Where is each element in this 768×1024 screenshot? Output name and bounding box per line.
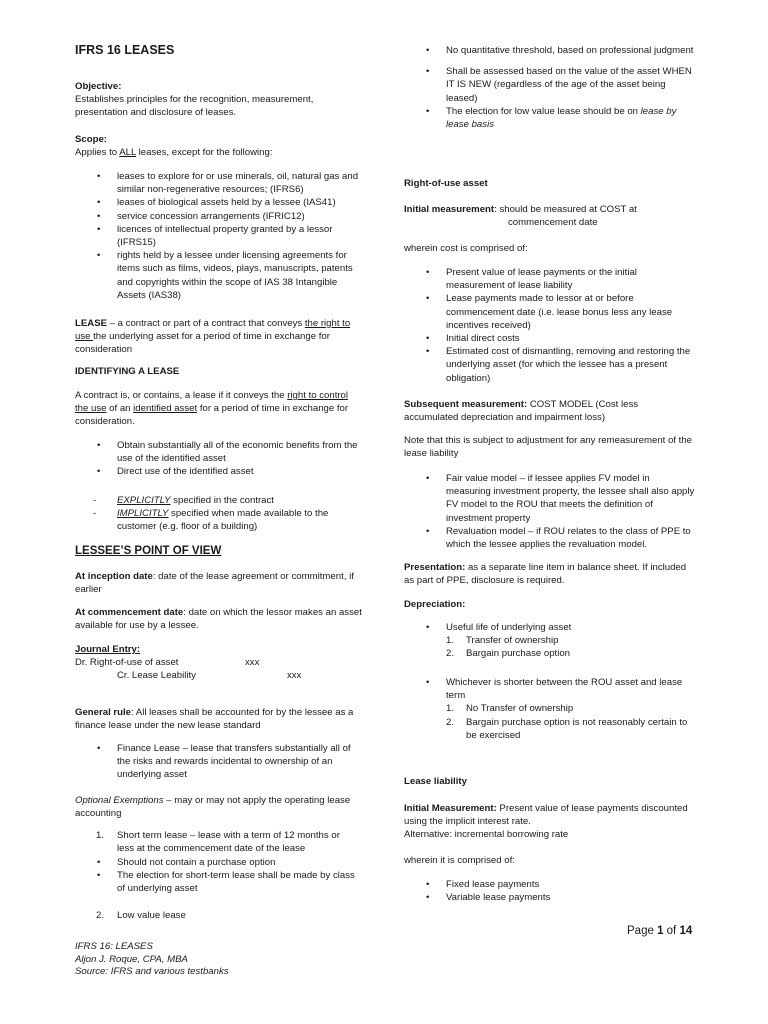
scope-intro-all: ALL bbox=[119, 147, 136, 159]
list-item: • Should not contain a purchase option bbox=[75, 856, 359, 869]
rou-initial-label: Initial measurement bbox=[404, 204, 495, 215]
footer-line: Source: IFRS and various testbanks bbox=[75, 966, 229, 978]
lease-term: LEASE bbox=[75, 318, 107, 329]
shorter-of-text: Whichever is shorter between the ROU asset and lease term bbox=[446, 677, 683, 702]
useful-life-text: Useful life of underlying asset bbox=[446, 622, 572, 633]
journal-debit: Dr. Right-of-use of asset bbox=[75, 657, 179, 669]
lease-def-pre: – a contract or part of a contract that conveys bbox=[107, 318, 305, 329]
liability-initial-text: Present value of lease payments discounted using the implicit interest rate. bbox=[404, 803, 688, 828]
model-list bbox=[404, 472, 696, 551]
page-number-mid: of bbox=[663, 925, 680, 937]
list-item: • licences of intellectual property granted by a lessor (IFRS15) bbox=[75, 223, 363, 249]
identifying-list bbox=[75, 439, 359, 479]
list-item: • Finance Lease – lease that transfers substantially all of the risks and rewards incidental to ownership of an underlying asset bbox=[75, 742, 359, 782]
low-value-criteria-list bbox=[404, 44, 694, 131]
short-term-list bbox=[75, 829, 359, 855]
list-item: • leases of biological assets held by a lessee (IAS41) bbox=[75, 196, 363, 209]
list-item: • Fixed lease payments bbox=[404, 878, 694, 891]
identifying-p2: of an bbox=[106, 403, 134, 415]
list-item: • Variable lease payments bbox=[404, 891, 694, 904]
list-item: • rights held by a lessee under licensing agreements for items such as films, videos, plays, manuscripts, patents and copyrights within the scope of IAS 38 Intangible Assets (IAS38) bbox=[75, 249, 363, 302]
presentation bbox=[404, 561, 694, 587]
rou-initial-text: : should be measured at COST at bbox=[494, 204, 637, 215]
footer bbox=[75, 941, 229, 979]
identifying-text bbox=[75, 389, 359, 429]
identifying-p3: for a period of time in exchange for consideration. bbox=[75, 403, 349, 428]
list-item: • service concession arrangements (IFRIC12) bbox=[75, 210, 363, 223]
general-rule bbox=[75, 706, 359, 732]
commencement-label: At commencement date bbox=[75, 607, 184, 618]
identifying-heading: IDENTIFYING A LEASE bbox=[75, 366, 180, 377]
journal-heading: Journal Entry: bbox=[75, 644, 141, 655]
list-item: • Shall be assessed based on the value of the asset WHEN IT IS NEW (regardless of the age of the asset being leased) bbox=[404, 65, 694, 105]
footer-line: Aljon J. Roque, CPA, MBA bbox=[75, 953, 188, 965]
list-item: 2. Bargain purchase option is not reasonably certain to be exercised bbox=[446, 716, 694, 742]
shorter-of-list bbox=[404, 676, 694, 742]
implicitly-rest: specified when made available to the customer (e.g. floor of a building) bbox=[117, 508, 329, 533]
commencement-paragraph bbox=[75, 606, 363, 632]
useful-life-list bbox=[404, 621, 694, 661]
page-number-current: 1 bbox=[657, 925, 664, 937]
list-item: 1. No Transfer of ownership bbox=[446, 702, 694, 715]
list-item: • Revaluation model – if ROU relates to the class of PPE to which the lessee applies the revaluation model. bbox=[404, 525, 696, 551]
journal-debit-amount: xxx bbox=[245, 657, 260, 669]
objective-text: Establishes principles for the recognition, measurement, presentation and disclosure of leases. bbox=[75, 94, 314, 119]
general-rule-text: : All leases shall be accounted for by the lessee as a finance lease under the new lease standard bbox=[75, 707, 354, 732]
identifying-u2: identified asset bbox=[133, 403, 198, 415]
list-item: • leases to explore for or use minerals, oil, natural gas and similar non-regenerative resources; (IFRS6) bbox=[75, 170, 363, 196]
footer-line: IFRS 16: LEASES bbox=[75, 941, 153, 952]
page-number bbox=[627, 925, 692, 938]
low-value-list bbox=[75, 909, 359, 922]
list-item: • Lease payments made to lessor at or before commencement date (i.e. lease bonus less any lease incentives received) bbox=[404, 292, 694, 332]
optional-exemptions bbox=[75, 794, 363, 820]
journal-credit-amount: xxx bbox=[287, 670, 302, 682]
rou-initial-line bbox=[404, 203, 694, 216]
list-item bbox=[75, 829, 359, 855]
lease-def-post: the underlying asset for a period of time in exchange for consideration bbox=[75, 331, 330, 356]
implicitly-term: IMPLICITLY bbox=[117, 508, 169, 520]
page-number-pre: Page bbox=[627, 925, 658, 937]
depreciation-heading: Depreciation: bbox=[404, 599, 466, 610]
page-number-total: 14 bbox=[679, 925, 693, 937]
journal-entry bbox=[75, 643, 363, 683]
lease-payment-list bbox=[404, 878, 694, 904]
list-item bbox=[404, 621, 694, 661]
list-item bbox=[75, 507, 359, 533]
rou-initial-text2: commencement date bbox=[508, 217, 598, 229]
list-item: • Obtain substantially all of the economic benefits from the use of the identified asset bbox=[75, 439, 359, 465]
presentation-text: as a separate line item in balance sheet. If included as part of PPE, disclosure is required. bbox=[404, 562, 687, 587]
inception-paragraph bbox=[75, 570, 363, 596]
lease-def-underlined: the right to use bbox=[75, 318, 351, 343]
subsequent-label: Subsequent measurement: bbox=[404, 399, 528, 410]
finance-lease-list bbox=[75, 742, 359, 782]
election-pre: The election for low value lease should be on bbox=[446, 105, 641, 117]
scope-section bbox=[75, 133, 363, 159]
remeasurement-note: Note that this is subject to adjustment for any remeasurement of the lease liability bbox=[404, 435, 692, 460]
rou-heading: Right-of-use asset bbox=[404, 178, 488, 189]
objective-section bbox=[75, 80, 355, 120]
scope-exceptions-list bbox=[75, 170, 363, 302]
scope-intro-pre: Applies to bbox=[75, 147, 120, 159]
short-term-text: Short term lease – lease with a term of 12 months or less at the commencement date of the lease bbox=[117, 830, 340, 855]
list-item bbox=[75, 909, 359, 922]
lessee-heading: LESSEE’S POINT OF VIEW bbox=[75, 545, 222, 557]
commencement-text: : date on which the lessor makes an asset available for use by a lessee. bbox=[75, 607, 362, 632]
cost-intro: wherein cost is comprised of: bbox=[404, 243, 528, 254]
lease-definition bbox=[75, 317, 357, 357]
liability-initial-line bbox=[404, 802, 696, 828]
journal-credit: Cr. Lease Leability bbox=[117, 670, 196, 682]
scope-heading: Scope: bbox=[75, 134, 107, 145]
lease-liability-heading: Lease liability bbox=[404, 776, 467, 787]
list-item: • The election for short-term lease shall be made by class of underlying asset bbox=[75, 869, 359, 895]
inception-label: At inception date bbox=[75, 571, 153, 582]
list-item: 2. Bargain purchase option bbox=[446, 647, 694, 660]
list-item: • Initial direct costs bbox=[404, 332, 694, 345]
short-term-bullets bbox=[75, 856, 359, 896]
list-item: 1. Transfer of ownership bbox=[446, 634, 694, 647]
useful-life-sublist bbox=[446, 634, 694, 660]
list-item: • Estimated cost of dismantling, removing and restoring the underlying asset (for which the lessee has a present obligation) bbox=[404, 345, 694, 385]
low-value-number: 2. bbox=[96, 910, 105, 921]
optional-label: Optional Exemptions bbox=[75, 795, 164, 806]
liability-initial-label: Initial Measurement: bbox=[404, 803, 497, 814]
scope-intro bbox=[75, 146, 363, 159]
objective-heading: Objective: bbox=[75, 81, 122, 92]
specification-list bbox=[75, 494, 359, 534]
identifying-p1: A contract is, or contains, a lease if it conveys the bbox=[75, 390, 288, 401]
list-item bbox=[75, 494, 359, 507]
explicitly-term: EXPLICITLY bbox=[117, 495, 171, 506]
list-item bbox=[404, 105, 694, 131]
liability-initial-measurement bbox=[404, 802, 696, 842]
list-item: • Direct use of the identified asset bbox=[75, 465, 359, 478]
document-title: IFRS 16 LEASES bbox=[75, 43, 175, 57]
list-item: • Present value of lease payments or the initial measurement of lease liability bbox=[404, 266, 694, 292]
liability-comprised: wherein it is comprised of: bbox=[404, 855, 515, 866]
general-rule-label: General rule bbox=[75, 707, 131, 718]
liability-alternative: Alternative: incremental borrowing rate bbox=[404, 829, 569, 841]
shorter-of-sublist bbox=[446, 702, 694, 742]
election-italic: lease by lease basis bbox=[446, 105, 677, 131]
optional-text: – may or may not apply the operating lease accounting bbox=[75, 795, 351, 820]
inception-text: : date of the lease agreement or commitment, if earlier bbox=[75, 571, 354, 596]
short-term-number: 1. bbox=[96, 830, 105, 841]
cost-components-list bbox=[404, 266, 694, 385]
low-value-text: Low value lease bbox=[117, 910, 186, 921]
identifying-u1: right to control the use bbox=[75, 390, 349, 415]
scope-intro-post: leases, except for the following: bbox=[136, 147, 273, 159]
list-item bbox=[404, 676, 694, 742]
explicitly-rest: specified in the contract bbox=[170, 495, 274, 506]
subsequent-text: COST MODEL (Cost less accumulated depreciation and impairment loss) bbox=[404, 399, 639, 424]
list-item: • Fair value model – if lessee applies FV model in measuring investment property, the lessee shall also apply FV model to the ROU that meets the definition of investment property bbox=[404, 472, 696, 525]
rou-initial-measurement bbox=[404, 203, 694, 229]
list-item: • No quantitative threshold, based on professional judgment bbox=[404, 44, 694, 57]
presentation-label: Presentation: bbox=[404, 562, 466, 573]
subsequent-measurement bbox=[404, 398, 694, 424]
